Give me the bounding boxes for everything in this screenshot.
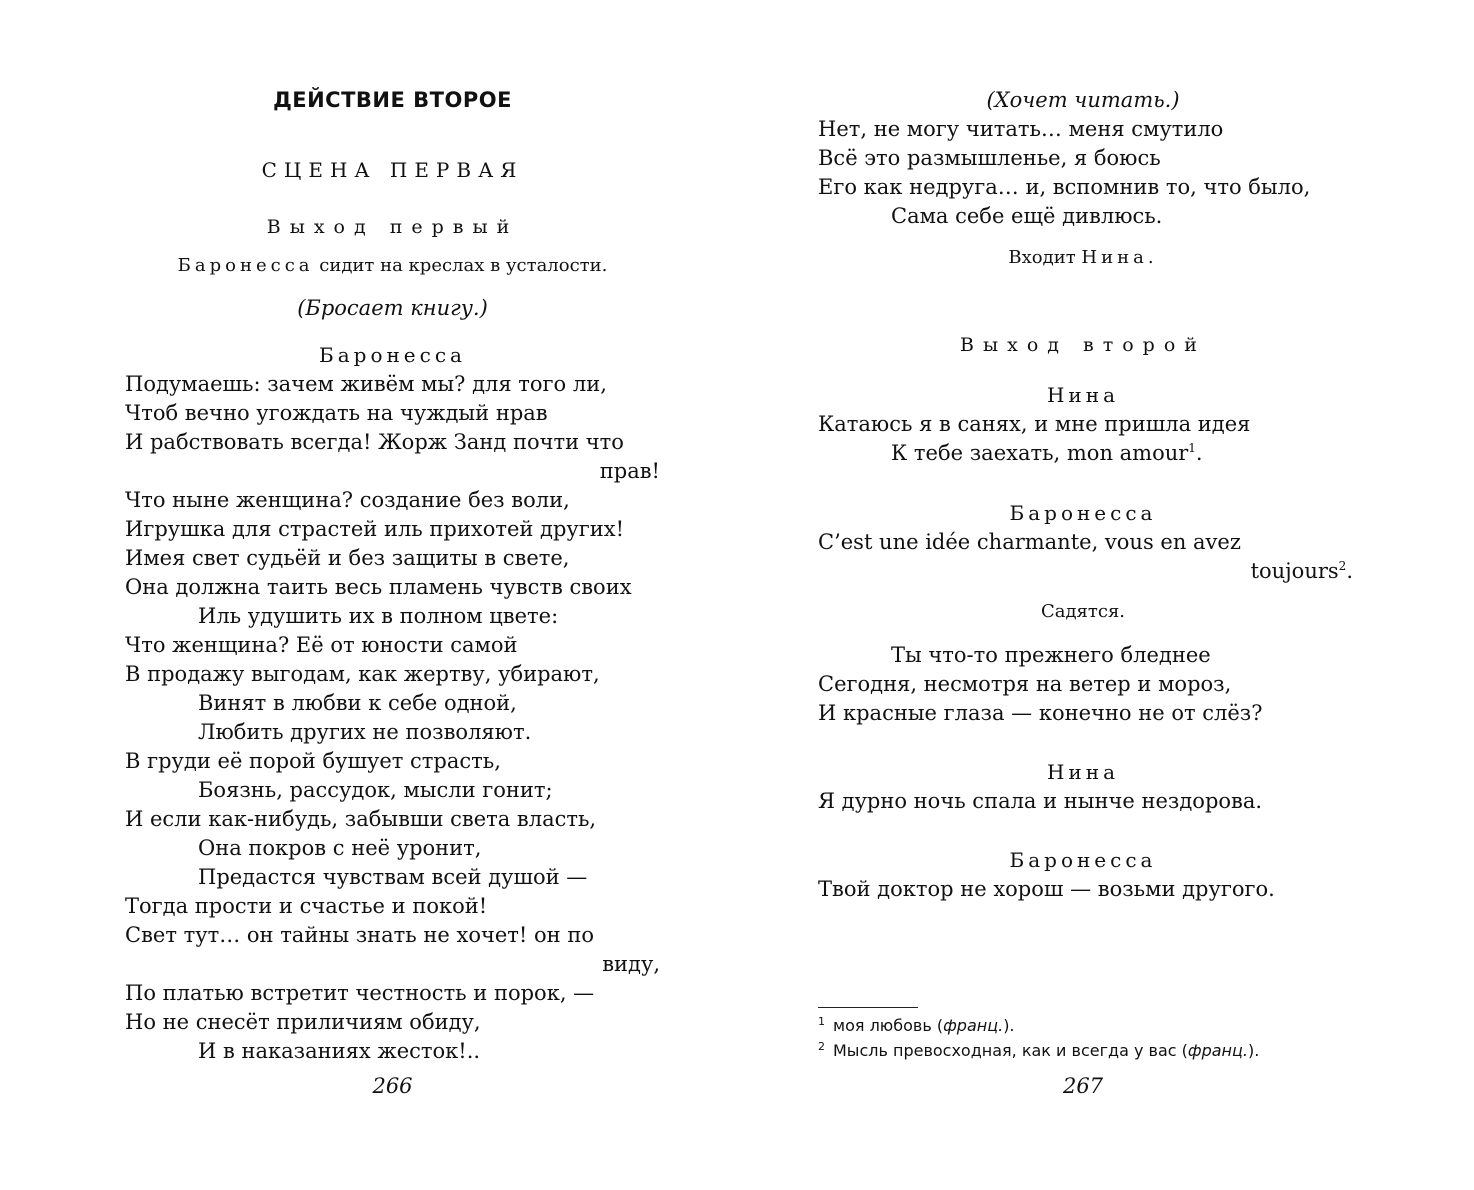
verse-text: toujours	[1250, 559, 1339, 583]
exit-title: Выход первый	[266, 216, 519, 238]
stage-speaker: Нина.	[1081, 247, 1158, 268]
verse-line: Она покров с неё уронит,	[198, 836, 482, 860]
verse-line: Боязнь, рассудок, мысли гонит;	[198, 778, 553, 802]
footnote	[818, 1040, 1259, 1062]
stage-direction-italic: (Хочет читать.)	[986, 88, 1180, 112]
stage-direction: Садятся.	[1040, 601, 1126, 622]
verse-block	[818, 528, 1353, 586]
footnote-lang: франц.	[943, 1016, 1004, 1035]
page-number: 267	[1062, 1074, 1104, 1098]
verse-line: Чтоб вечно угождать на чуждый нрав	[125, 401, 548, 425]
stage-text: сидит на креслах в усталости.	[313, 255, 608, 276]
stage-text: Входит	[1008, 247, 1082, 268]
verse-line: Его как недруга… и, вспомнив то, что было,	[818, 175, 1311, 199]
verse-line: Я дурно ночь спала и нынче нездорова.	[818, 789, 1263, 813]
footnote-ref: 2	[1338, 559, 1347, 573]
speaker-name: Баронесса	[319, 343, 466, 367]
verse-line: Что женщина? Её от юности самой	[125, 633, 518, 657]
footnote-lang: франц.	[1187, 1041, 1248, 1060]
verse-line: Игрушка для страстей иль прихотей других!	[125, 517, 625, 541]
verse-line: Предастся чувствам всей душой —	[198, 865, 588, 889]
verse-block	[818, 875, 1353, 904]
verse-line: Свет тут… он тайны знать не хочет! он по	[125, 923, 594, 947]
verse-line: Сама себе ещё дивлюсь.	[891, 204, 1163, 228]
footnote-text: ).	[1003, 1016, 1015, 1035]
verse-text: К тебе заехать, mon amour	[891, 441, 1189, 465]
verse-line: Твой доктор не хорош — возьми другого.	[818, 877, 1275, 901]
verse-line: Любить других не позволяют.	[198, 720, 532, 744]
verse-line	[818, 557, 1353, 586]
verse-line: Нет, не могу читать… меня смутило	[818, 117, 1224, 141]
stage-direction	[125, 251, 660, 280]
verse-block	[818, 787, 1353, 816]
page-number: 266	[372, 1074, 413, 1098]
footnote-ref: 1	[1188, 441, 1196, 455]
verse-line: виду,	[602, 952, 660, 976]
footnote-text: моя любовь (	[833, 1016, 944, 1035]
verse-line: Имея свет судьёй и без защиты в свете,	[125, 546, 570, 570]
verse-line: Подумаешь: зачем живём мы? для того ли,	[125, 372, 607, 396]
footnote-number: 1	[818, 1014, 825, 1028]
verse-line: Иль удушить их в полном цвете:	[198, 604, 559, 628]
verse-line: C’est une idée charmante, vous en avez	[818, 530, 1241, 554]
verse-line: Сегодня, несмотря на ветер и мороз,	[818, 672, 1232, 696]
verse-line: В груди её порой бушует страсть,	[125, 749, 501, 773]
stage-direction	[818, 243, 1348, 272]
speaker-name: Нина	[1046, 383, 1120, 407]
verse-line: Ты что-то прежнего бледнее	[891, 643, 1211, 667]
speaker-name: Баронесса	[1009, 501, 1157, 525]
verse-line: Она должна таить весь пламень чувств своих	[125, 575, 632, 599]
verse-line: И если как-нибудь, забывши света власть,	[125, 807, 597, 831]
verse-block	[818, 115, 1353, 231]
exit-title: Выход второй	[960, 334, 1206, 356]
verse-line: И рабствовать всегда! Жорж Занд почти что	[125, 430, 624, 454]
scene-title: СЦЕНА ПЕРВАЯ	[261, 158, 524, 182]
speaker-name: Нина	[1046, 760, 1120, 784]
left-page	[125, 0, 660, 1190]
footnote-text: ).	[1247, 1041, 1260, 1060]
verse-line: И красные глаза — конечно не от слёз?	[818, 701, 1263, 725]
verse-line: Катаюсь я в санях, и мне пришла идея	[818, 412, 1251, 436]
verse-line: В продажу выгодам, как жертву, убирают,	[125, 662, 600, 686]
footnote-text: Мысль превосходная, как и всегда у вас (	[833, 1041, 1188, 1060]
verse-line: прав!	[599, 459, 660, 483]
verse-block	[818, 410, 1353, 468]
stage-direction-italic: (Бросает книгу.)	[297, 296, 488, 320]
verse-line: Всё это размышленье, я боюсь	[818, 146, 1161, 170]
verse-text: .	[1195, 441, 1203, 465]
stage-speaker: Баронесса	[177, 255, 314, 276]
verse-text: .	[1346, 559, 1353, 583]
act-title: ДЕЙСТВИЕ ВТОРОЕ	[273, 88, 512, 112]
verse-line: Но не снесёт приличиям обиду,	[125, 1010, 481, 1034]
footnote-divider	[818, 1007, 918, 1008]
verse-line	[818, 439, 1353, 468]
verse-block	[818, 641, 1353, 728]
footnote	[818, 1015, 1015, 1037]
verse-line: И в наказаниях жесток!..	[198, 1039, 481, 1063]
footnote-number: 2	[818, 1039, 825, 1053]
speaker-name: Баронесса	[1009, 848, 1157, 872]
verse-line: Тогда прости и счастье и покой!	[125, 894, 488, 918]
verse-block	[125, 370, 660, 1066]
verse-line: По платью встретит честность и порок, —	[125, 981, 595, 1005]
right-page	[818, 0, 1353, 1190]
verse-line: Винят в любви к себе одной,	[198, 691, 517, 715]
verse-line: Что ныне женщина? создание без воли,	[125, 488, 570, 512]
